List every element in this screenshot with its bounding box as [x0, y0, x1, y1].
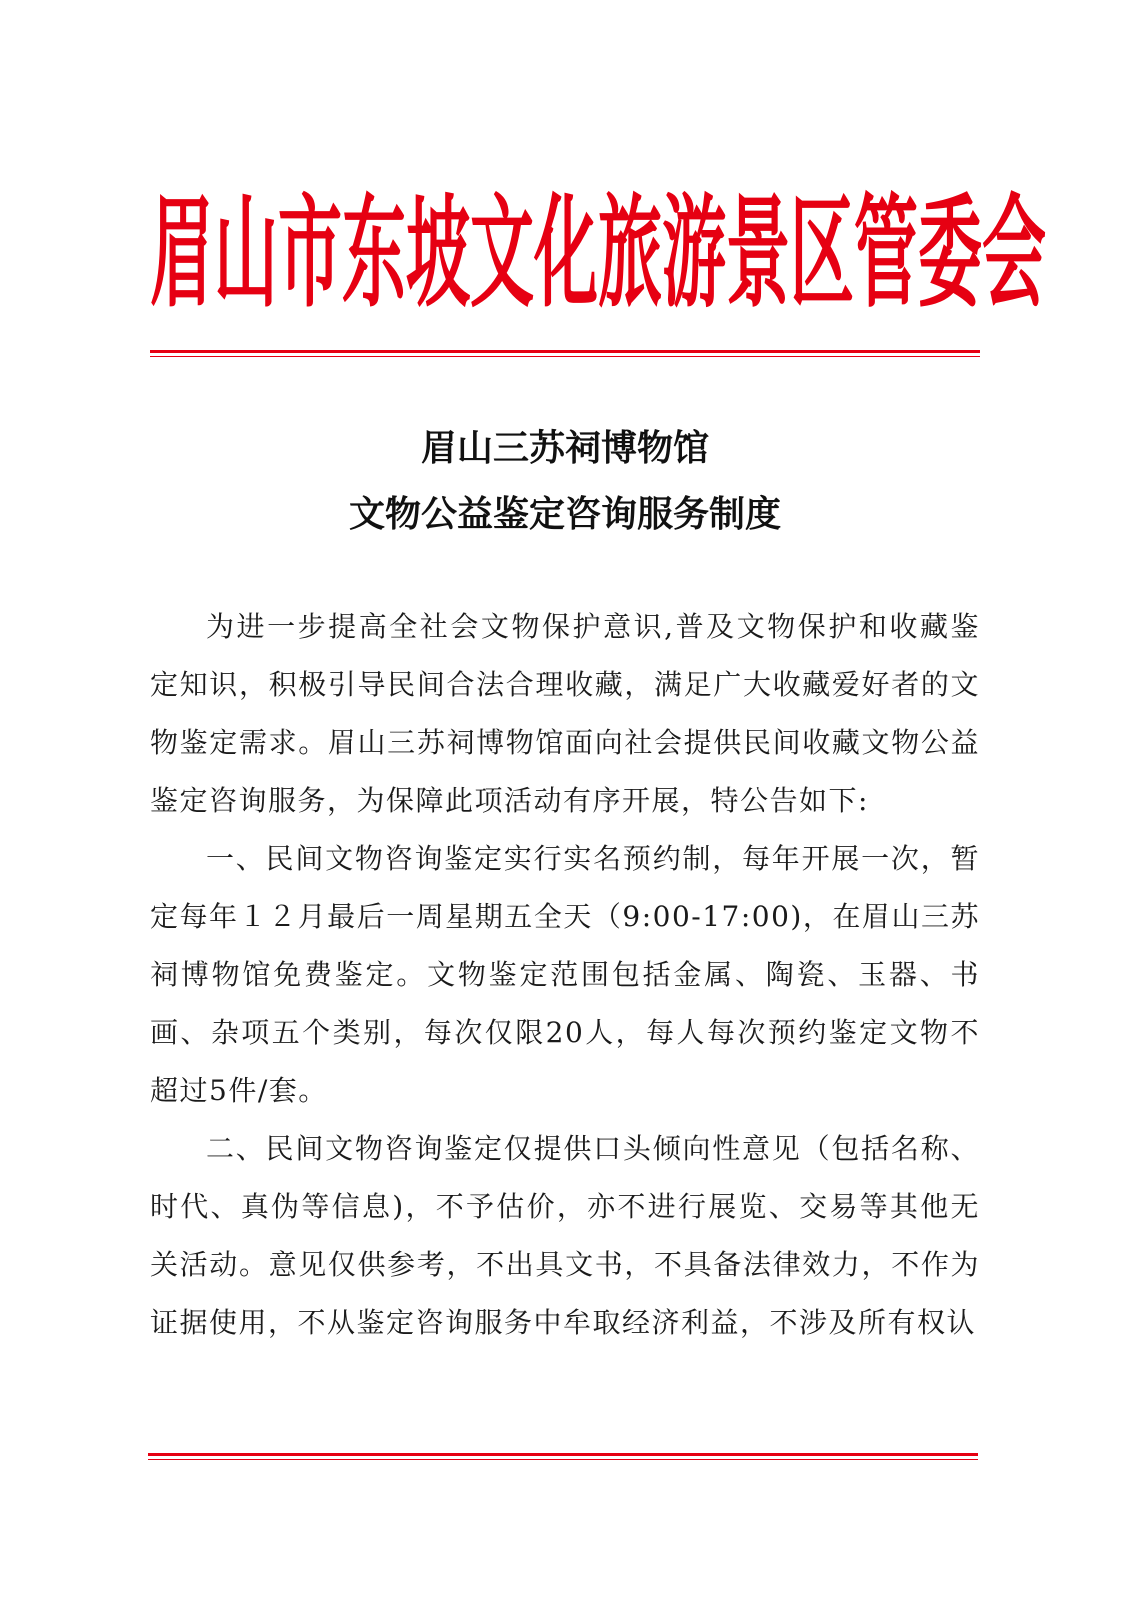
document-title [150, 415, 980, 547]
footer-rule-thin [148, 1459, 978, 1460]
document-masthead [150, 180, 1046, 330]
footer-red-rule [148, 1453, 978, 1460]
document-body [150, 598, 980, 1352]
paragraph-item-2: 二、民间文物咨询鉴定仅提供口头倾向性意见（包括名称、时代、真伪等信息)，不予估价，亦不进行展览、交易等其他无关活动。意见仅供参考，不出具文书，不具备法律效力，不作为证据使用，不从鉴定咨询服务中牟取经济利益，不涉及所有权认 [150, 1132, 980, 1339]
header-rule-thick [150, 350, 980, 353]
footer-rule-thick [148, 1453, 978, 1456]
document-title-line1: 眉山三苏祠博物馆 [420, 427, 709, 469]
organization-name: 眉山市东坡文化旅游景区管委会 [150, 184, 1046, 326]
paragraph-intro: 为进一步提高全社会文物保护意识,普及文物保护和收藏鉴定知识，积极引导民间合法合理收藏，满足广大收藏爱好者的文物鉴定需求。眉山三苏祠博物馆面向社会提供民间收藏文物公益鉴定咨询服务，为保障此项活动有序开展，特公告如下: [150, 610, 980, 817]
document-title-line2: 文物公益鉴定咨询服务制度 [348, 493, 781, 535]
header-rule-thin [150, 356, 980, 357]
header-red-rule [150, 350, 980, 357]
paragraph-item-1: 一、民间文物咨询鉴定实行实名预约制，每年开展一次，暂定每年１２月最后一周星期五全天（9:00-17:00)，在眉山三苏祠博物馆免费鉴定。文物鉴定范围包括金属、陶瓷、玉器、书画、杂项五个类别，每次仅限20人，每人每次预约鉴定文物不超过5件/套。 [150, 842, 980, 1107]
